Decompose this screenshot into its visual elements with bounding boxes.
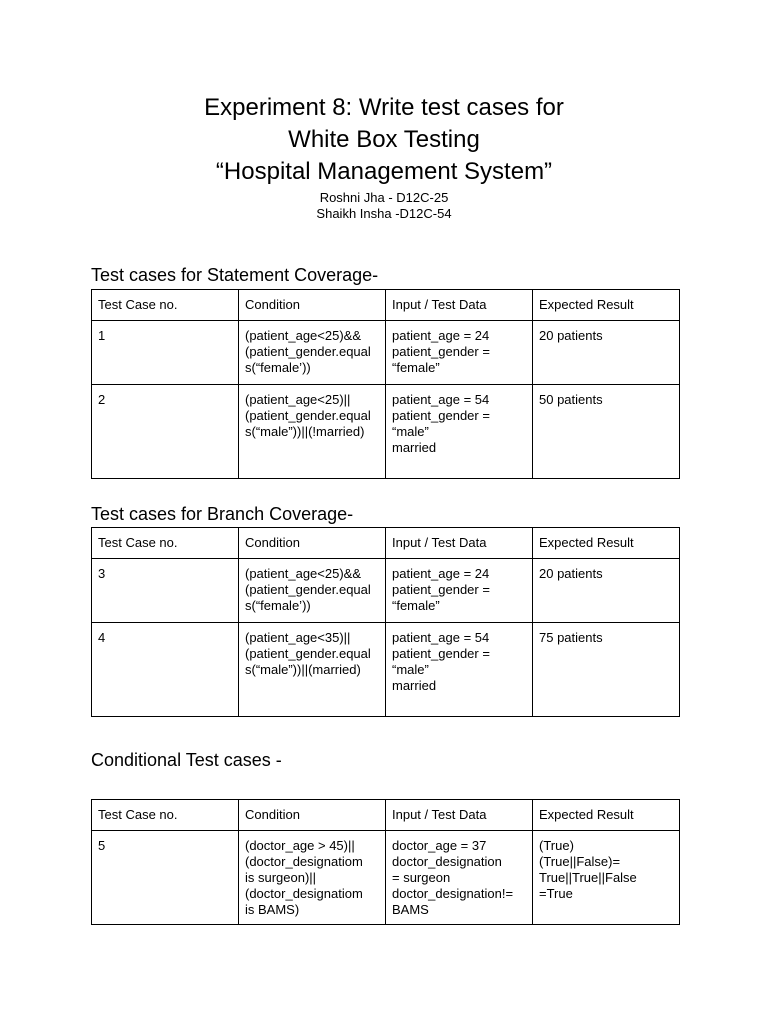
condition-line: s(“male”))||(married) — [245, 662, 361, 677]
conditional-test-cases-table — [91, 799, 680, 925]
table-header-row — [92, 290, 680, 321]
branch-coverage-heading: Test cases for Branch Coverage- — [91, 504, 354, 524]
condition-line: (doctor_age > 45)|| — [245, 838, 355, 853]
condition-line: (patient_age<35)|| — [245, 630, 351, 645]
table-header-row — [92, 800, 680, 831]
input-cell — [386, 559, 533, 623]
input-line: “female” — [392, 360, 440, 375]
input-line: “male” — [392, 662, 429, 677]
input-line: patient_gender = — [392, 408, 490, 423]
statement-coverage-table — [91, 289, 680, 479]
condition-cell — [239, 559, 386, 623]
input-cell — [386, 831, 533, 925]
condition-line: (patient_age<25)|| — [245, 392, 351, 407]
table-row — [92, 321, 680, 385]
expected-line: =True — [539, 886, 573, 901]
condition-cell — [239, 321, 386, 385]
header-expected-result: Expected Result — [533, 800, 680, 831]
expected-result-cell — [533, 623, 680, 717]
expected-line: 50 patients — [539, 392, 603, 407]
input-line: patient_age = 24 — [392, 328, 490, 343]
input-line: married — [392, 440, 437, 455]
condition-line: s(“female’)) — [245, 598, 311, 613]
document-title-line-1: Experiment 8: Write test cases for — [204, 94, 564, 121]
expected-line: 20 patients — [539, 566, 603, 581]
input-line: BAMS — [392, 902, 429, 917]
table-row — [92, 385, 680, 479]
header-test-case-no: Test Case no. — [92, 800, 239, 831]
test-case-no-cell: 4 — [92, 623, 239, 717]
header-test-case-no: Test Case no. — [92, 528, 239, 559]
table-row — [92, 831, 680, 925]
input-line: patient_gender = — [392, 582, 490, 597]
condition-cell — [239, 623, 386, 717]
author-2: Shaikh Insha -D12C-54 — [316, 206, 452, 221]
input-line: married — [392, 678, 437, 693]
statement-coverage-heading: Test cases for Statement Coverage- — [91, 265, 379, 285]
header-condition: Condition — [239, 290, 386, 321]
expected-result-cell — [533, 559, 680, 623]
expected-result-cell — [533, 321, 680, 385]
input-line: patient_age = 54 — [392, 630, 490, 645]
test-case-no-cell: 5 — [92, 831, 239, 925]
condition-line: (patient_gender.equal — [245, 344, 371, 359]
input-line: patient_age = 24 — [392, 566, 490, 581]
header-input-test-data: Input / Test Data — [386, 290, 533, 321]
input-line: “male” — [392, 424, 429, 439]
author-1: Roshni Jha - D12C-25 — [319, 190, 449, 205]
input-line: “female” — [392, 598, 440, 613]
condition-line: (patient_gender.equal — [245, 646, 371, 661]
test-case-no-cell: 3 — [92, 559, 239, 623]
input-line: patient_gender = — [392, 344, 490, 359]
input-line: = surgeon — [392, 870, 451, 885]
conditional-test-cases-heading: Conditional Test cases - — [91, 750, 282, 770]
input-line: doctor_designation — [392, 854, 502, 869]
branch-coverage-table — [91, 527, 680, 717]
expected-line: 75 patients — [539, 630, 603, 645]
input-line: doctor_designation!= — [392, 886, 514, 901]
condition-line: (patient_gender.equal — [245, 582, 371, 597]
condition-line: is surgeon)|| — [245, 870, 317, 885]
input-cell — [386, 385, 533, 479]
expected-result-cell — [533, 385, 680, 479]
table-row — [92, 623, 680, 717]
input-cell — [386, 321, 533, 385]
expected-line: 20 patients — [539, 328, 603, 343]
condition-line: (patient_age<25)&& — [245, 566, 362, 581]
header-test-case-no: Test Case no. — [92, 290, 239, 321]
test-case-no-cell: 2 — [92, 385, 239, 479]
condition-line: (doctor_designatiom — [245, 886, 363, 901]
document-header — [0, 92, 768, 222]
condition-cell — [239, 385, 386, 479]
condition-line: s(“male”))||(!married) — [245, 424, 365, 439]
test-case-no-cell: 1 — [92, 321, 239, 385]
header-condition: Condition — [239, 528, 386, 559]
input-line: patient_gender = — [392, 646, 490, 661]
condition-line: (patient_gender.equal — [245, 408, 371, 423]
condition-line: (patient_age<25)&& — [245, 328, 362, 343]
condition-line: s(“female’)) — [245, 360, 311, 375]
document-title-line-2: White Box Testing — [288, 126, 480, 153]
condition-cell — [239, 831, 386, 925]
expected-line: (True) — [539, 838, 574, 853]
document-title-line-3: “Hospital Management System” — [215, 158, 553, 185]
input-cell — [386, 623, 533, 717]
header-expected-result: Expected Result — [533, 290, 680, 321]
expected-result-cell — [533, 831, 680, 925]
expected-line: (True||False)= — [539, 854, 621, 869]
condition-line: is BAMS) — [245, 902, 300, 917]
header-input-test-data: Input / Test Data — [386, 528, 533, 559]
table-header-row — [92, 528, 680, 559]
expected-line: True||True||False — [539, 870, 637, 885]
header-expected-result: Expected Result — [533, 528, 680, 559]
input-line: patient_age = 54 — [392, 392, 490, 407]
header-input-test-data: Input / Test Data — [386, 800, 533, 831]
header-condition: Condition — [239, 800, 386, 831]
table-row — [92, 559, 680, 623]
condition-line: (doctor_designatiom — [245, 854, 363, 869]
input-line: doctor_age = 37 — [392, 838, 487, 853]
